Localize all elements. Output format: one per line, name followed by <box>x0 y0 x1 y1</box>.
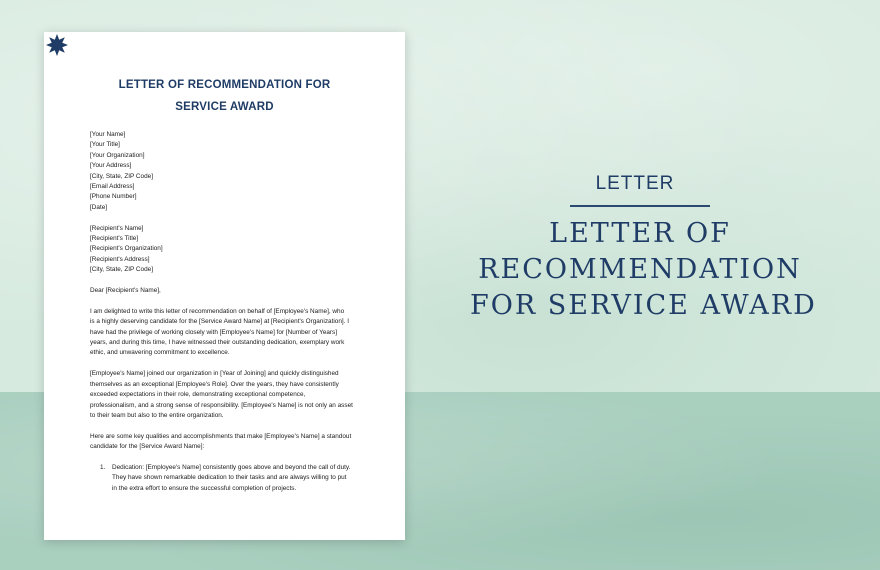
list-number: 1. <box>100 463 106 471</box>
paragraph-line: professionalism, and a strong sense of responsibility. [Employee's Name] is not only an asset <box>90 401 353 409</box>
star-badge-icon <box>46 34 68 56</box>
recipient-line: [Recipient's Title] <box>90 235 139 243</box>
recipient-line: [City, State, ZIP Code] <box>90 266 153 274</box>
paragraph-line: is a highly deserving candidate for the [Service Award Name] at [Recipient's Organization]. I <box>90 318 349 326</box>
promo-headline <box>470 216 817 324</box>
paragraph-3 <box>90 432 390 453</box>
category-label: LETTER <box>595 173 675 194</box>
headline-line: FOR SERVICE AWARD <box>470 290 817 321</box>
headline-line: RECOMMENDATION <box>478 254 802 285</box>
paragraph-line: ethic, and unwavering commitment to excellence. <box>90 349 230 357</box>
paragraph-line: years, and during this time, I have witnessed their outstanding dedication, exemplary work <box>90 339 345 347</box>
paragraph-2 <box>90 369 390 421</box>
paragraph-line: to their team but also to the entire organization. <box>90 411 224 419</box>
sender-line: [Email Address] <box>90 183 135 191</box>
divider <box>570 205 710 207</box>
sender-line: [Your Name] <box>90 131 126 138</box>
headline-line: LETTER OF <box>549 218 731 249</box>
sender-block <box>90 130 390 213</box>
list-item <box>90 463 390 494</box>
sender-line: [City, State, ZIP Code] <box>90 172 153 180</box>
sender-line: [Date] <box>90 203 108 211</box>
paragraph-line: candidate for the [Service Award Name]: <box>90 443 205 451</box>
recipient-block <box>90 224 390 276</box>
salutation: Dear [Recipient's Name], <box>90 287 161 295</box>
recipient-line: [Recipient's Organization] <box>90 245 163 253</box>
document-title-line2: SERVICE AWARD <box>175 101 274 113</box>
list-line: They have shown remarkable dedication to their tasks and are always willing to put <box>112 474 347 482</box>
paragraph-line: Here are some key qualities and accomplishments that make [Employee's Name] a standout <box>90 432 352 440</box>
letter-document <box>44 32 405 540</box>
sender-line: [Your Organization] <box>90 151 145 159</box>
sender-line: [Your Address] <box>90 162 132 170</box>
document-body <box>90 130 390 494</box>
sender-line: [Phone Number] <box>90 193 137 201</box>
list-line: in the extra effort to ensure the successful completion of projects. <box>112 484 297 492</box>
paragraph-1 <box>90 307 390 359</box>
paragraph-line: I am delighted to write this letter of recommendation on behalf of [Employee's Name], who <box>90 307 345 315</box>
sender-line: [Your Title] <box>90 141 120 149</box>
paragraph-line: exceeded expectations in their role, demonstrating exceptional competence, <box>90 391 306 399</box>
document-title-line1: LETTER OF RECOMMENDATION FOR <box>118 79 331 91</box>
recipient-line: [Recipient's Address] <box>90 255 150 263</box>
recipient-line: [Recipient's Name] <box>90 224 144 232</box>
paragraph-line: [Employee's Name] joined our organization in [Year of Joining] and quickly distinguished <box>90 370 339 378</box>
list-line: Dedication: [Employee's Name] consistently goes above and beyond the call of duty. <box>112 463 351 471</box>
paragraph-line: themselves as an exceptional [Employee's Role]. Over the years, they have consistently <box>90 380 339 388</box>
paragraph-line: have had the privilege of working closely with [Employee's Name] for [Number of Years] <box>90 328 338 336</box>
